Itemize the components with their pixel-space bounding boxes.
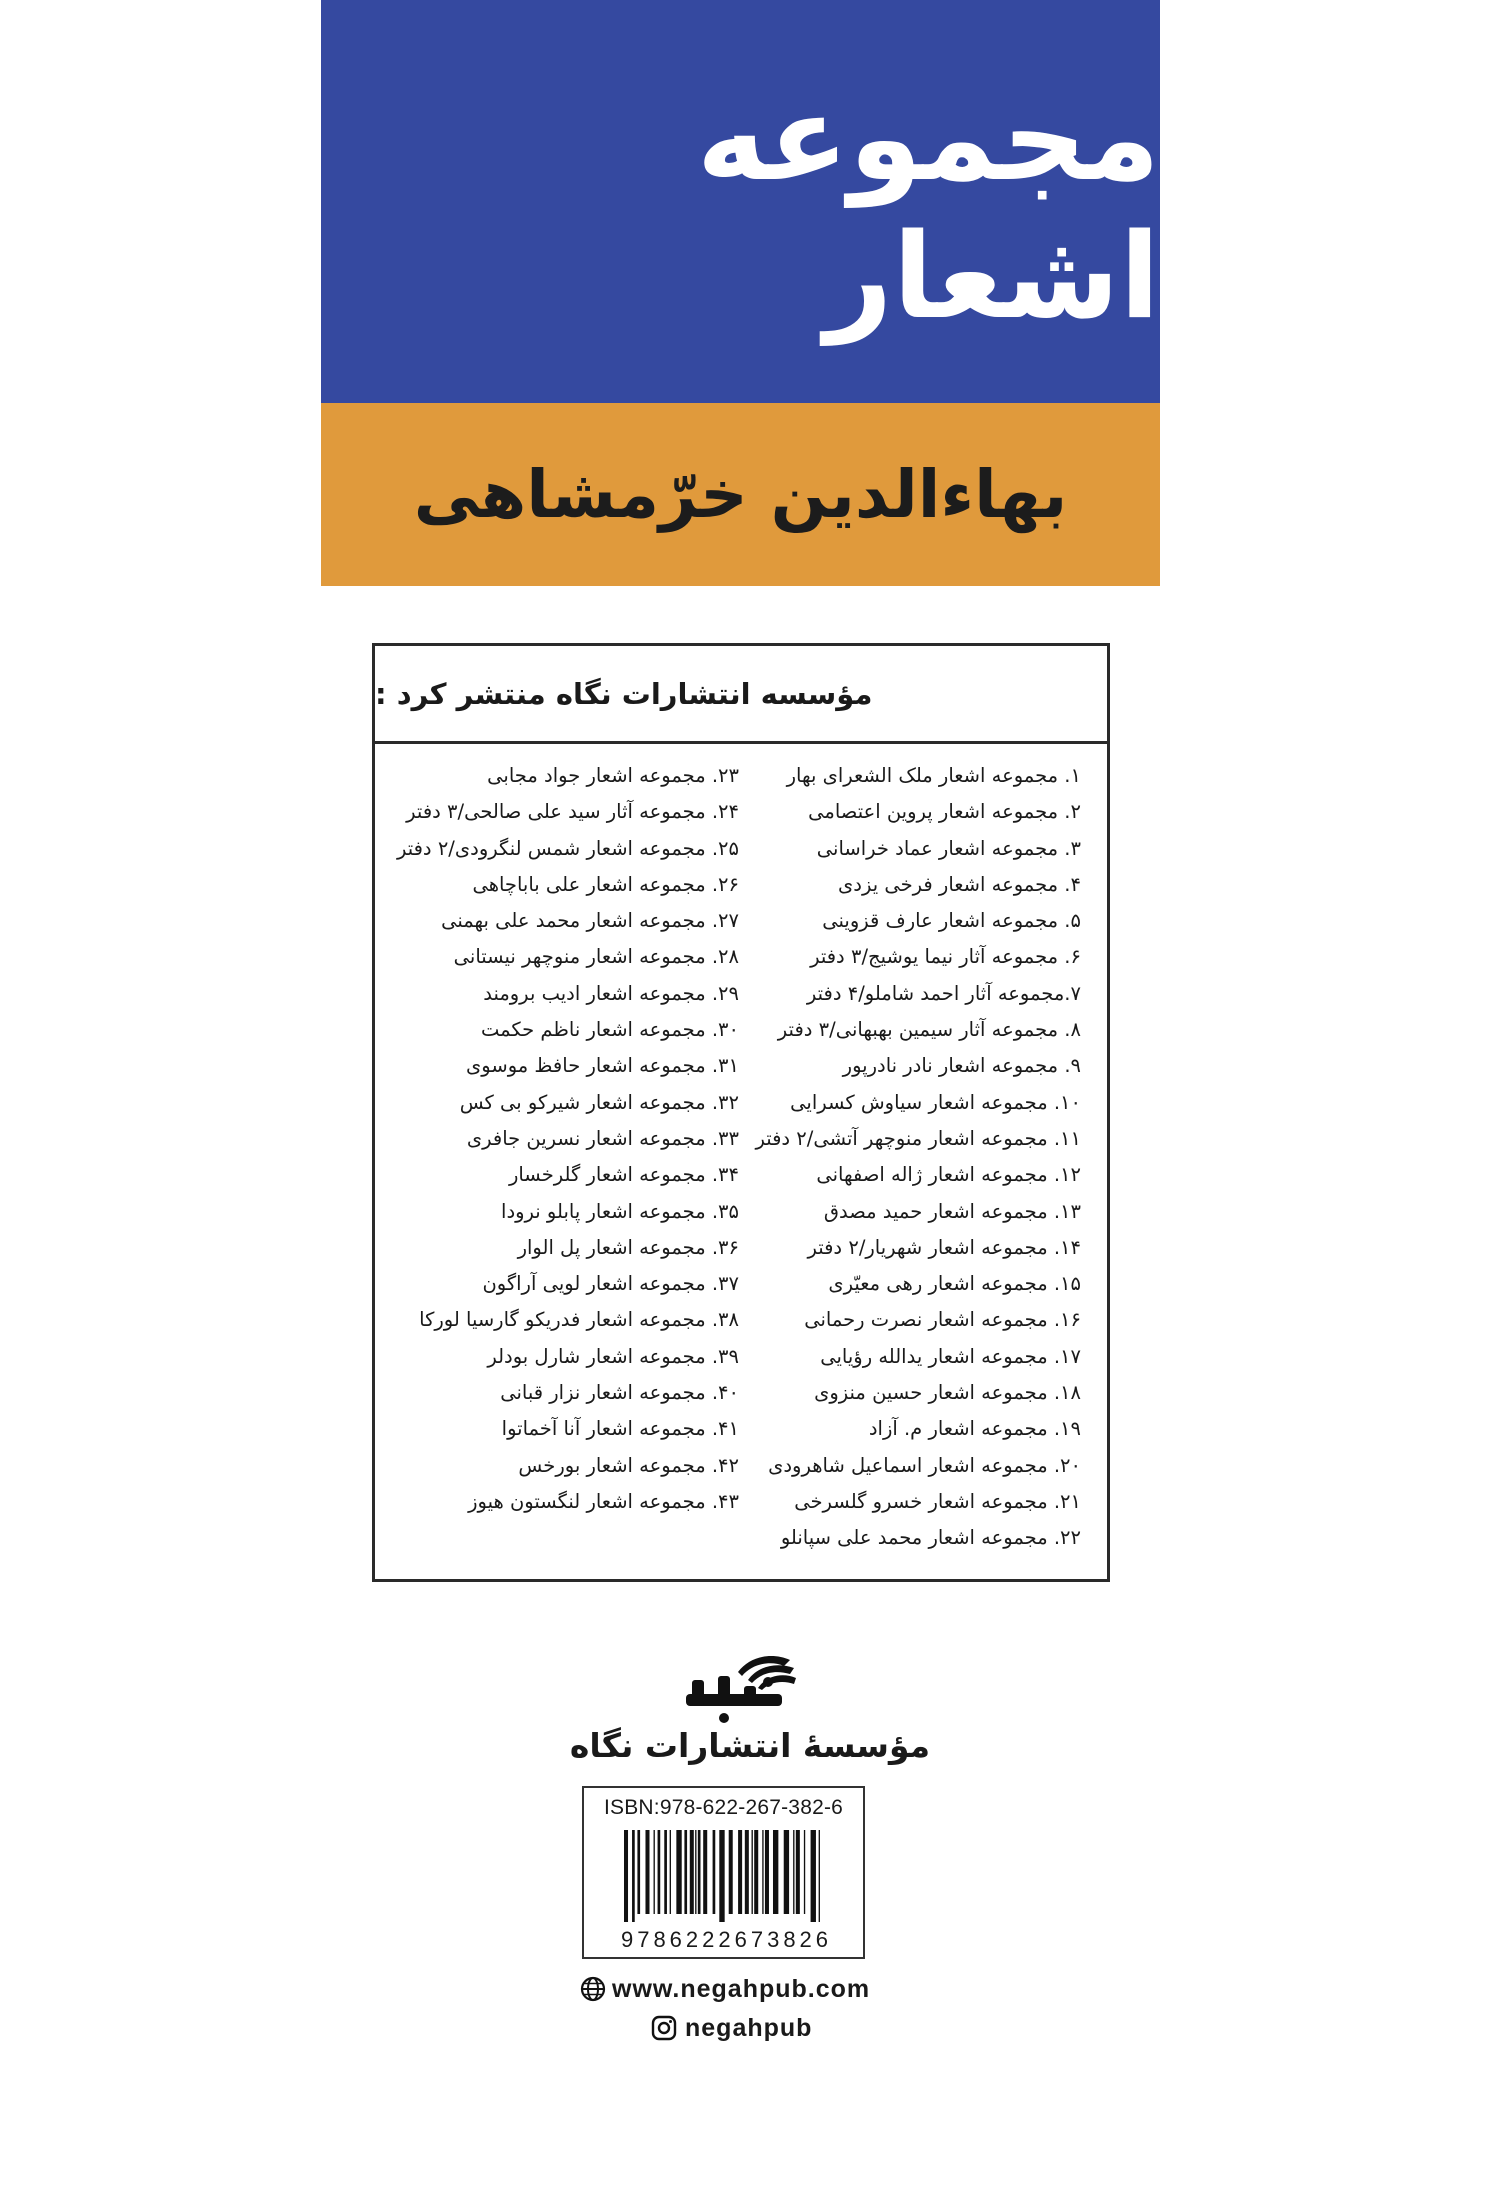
globe-icon [580,1976,606,2002]
book-title: مجموعه اشعار [696,68,1160,345]
series-list-item: ۴۰. مجموعه اشعار نزار قبانی [500,1381,739,1405]
series-list-item: ۱۲. مجموعه اشعار ژاله اصفهانی [816,1163,1081,1187]
series-list-item: ۵. مجموعه اشعار عارف قزوینی [822,909,1081,933]
series-list-box [372,643,1110,1582]
instagram-handle[interactable]: negahpub [685,2013,813,2042]
series-list-title: مؤسسه انتشارات نگاه منتشر کرد : [375,676,873,711]
series-list-item: ۳۸. مجموعه اشعار فدریکو گارسیا لورکا [419,1308,739,1332]
series-list-item: ۱۵. مجموعه اشعار رهی معیّری [828,1272,1081,1296]
publisher-name: مؤسسهٔ انتشارات نگاه [569,1726,931,1765]
series-list-item: ۳۵. مجموعه اشعار پابلو نرودا [501,1199,739,1223]
series-list-item: ۲۳. مجموعه اشعار جواد مجابی [487,764,739,787]
website-link[interactable]: www.negahpub.com [612,1974,871,2003]
series-column-left [397,758,739,1520]
series-list-item: ۱۱. مجموعه اشعار منوچهر آتشی/۲ دفتر [755,1126,1081,1150]
series-list-item: ۲۲. مجموعه اشعار محمد علی سپانلو [780,1526,1081,1550]
series-list-item: ۲۸. مجموعه اشعار منوچهر نیستانی [453,945,739,969]
series-list-item: ۳۶. مجموعه اشعار پل الوار [517,1235,739,1259]
author-band [321,403,1160,586]
isbn-label: ISBN:978-622-267-382-6 [603,1796,844,1819]
series-list-item: ۲. مجموعه اشعار پروین اعتصامی [808,800,1081,824]
series-list-item: ۹. مجموعه اشعار نادر نادرپور [842,1054,1081,1078]
isbn-block [582,1786,865,1959]
series-list-item: ۷.مجموعه آثار احمد شاملو/۴ دفتر [806,981,1081,1005]
series-list-item: ۱. مجموعه اشعار ملک الشعرای بهار [786,764,1081,787]
series-list-item: ۳۲. مجموعه اشعار شیرکو بی کس [459,1090,739,1114]
series-list-item: ۱۴. مجموعه اشعار شهریار/۲ دفتر [807,1235,1081,1259]
series-list-item: ۴. مجموعه اشعار فرخی یزدی [838,872,1081,896]
series-column-right [755,758,1081,1557]
series-list-item: ۲۴. مجموعه آثار سید علی صالحی/۳ دفتر [406,800,739,824]
series-list-item: ۴۲. مجموعه اشعار بورخس [518,1453,739,1477]
series-list-item: ۳. مجموعه اشعار عماد خراسانی [816,836,1081,860]
series-list-item: ۳۰. مجموعه اشعار ناظم حکمت [480,1018,739,1042]
website-line [580,1972,910,2006]
instagram-line [651,2011,911,2045]
series-list-item: ۲۷. مجموعه اشعار محمد علی بهمنی [441,909,739,933]
series-list-header [375,646,1107,744]
series-list-item: ۱۳. مجموعه اشعار حمید مصدق [823,1199,1081,1223]
series-list-item: ۲۰. مجموعه اشعار اسماعیل شاهرودی [768,1453,1081,1477]
instagram-icon [651,2015,677,2041]
series-list-item: ۲۹. مجموعه اشعار ادیب برومند [483,981,739,1005]
series-list-item: ۴۳. مجموعه اشعار لنگستون هیوز [468,1489,739,1513]
series-list-item: ۳۷. مجموعه اشعار لویی آراگون [482,1272,739,1296]
barcode-icon [624,1830,824,1922]
series-list-item: ۴۱. مجموعه اشعار آنا آخماتوا [501,1417,739,1441]
series-list-item: ۱۹. مجموعه اشعار م. آزاد [868,1417,1081,1441]
negah-logo-icon [672,1650,812,1730]
title-band [321,0,1160,403]
series-list-item: ۳۹. مجموعه اشعار شارل بودلر [487,1344,739,1368]
series-list-item: ۶. مجموعه آثار نیما یوشیج/۳ دفتر [810,945,1081,969]
book-author: بهاءالدین خرّمشاهی [413,456,1068,533]
series-list-item: ۱۷. مجموعه اشعار یدالله رؤیایی [820,1344,1081,1368]
series-list-item: ۲۱. مجموعه اشعار خسرو گلسرخی [794,1489,1081,1513]
series-list-item: ۳۳. مجموعه اشعار نسرین جافری [466,1126,739,1150]
series-list-item: ۸. مجموعه آثار سیمین بهبهانی/۳ دفتر [777,1018,1081,1042]
isbn-digits: 9786222673826 [620,1927,833,1952]
series-list-item: ۳۱. مجموعه اشعار حافظ موسوی [466,1054,739,1078]
series-list-item: ۲۵. مجموعه اشعار شمس لنگرودی/۲ دفتر [396,836,739,860]
series-list-item: ۳۴. مجموعه اشعار گلرخسار [508,1163,739,1187]
series-list-item: ۱۰. مجموعه اشعار سیاوش کسرایی [790,1090,1081,1114]
series-list-item: ۱۸. مجموعه اشعار حسین منزوی [814,1381,1081,1405]
series-list-item: ۲۶. مجموعه اشعار علی باباچاهی [472,872,739,896]
series-list-item: ۱۶. مجموعه اشعار نصرت رحمانی [804,1308,1081,1332]
